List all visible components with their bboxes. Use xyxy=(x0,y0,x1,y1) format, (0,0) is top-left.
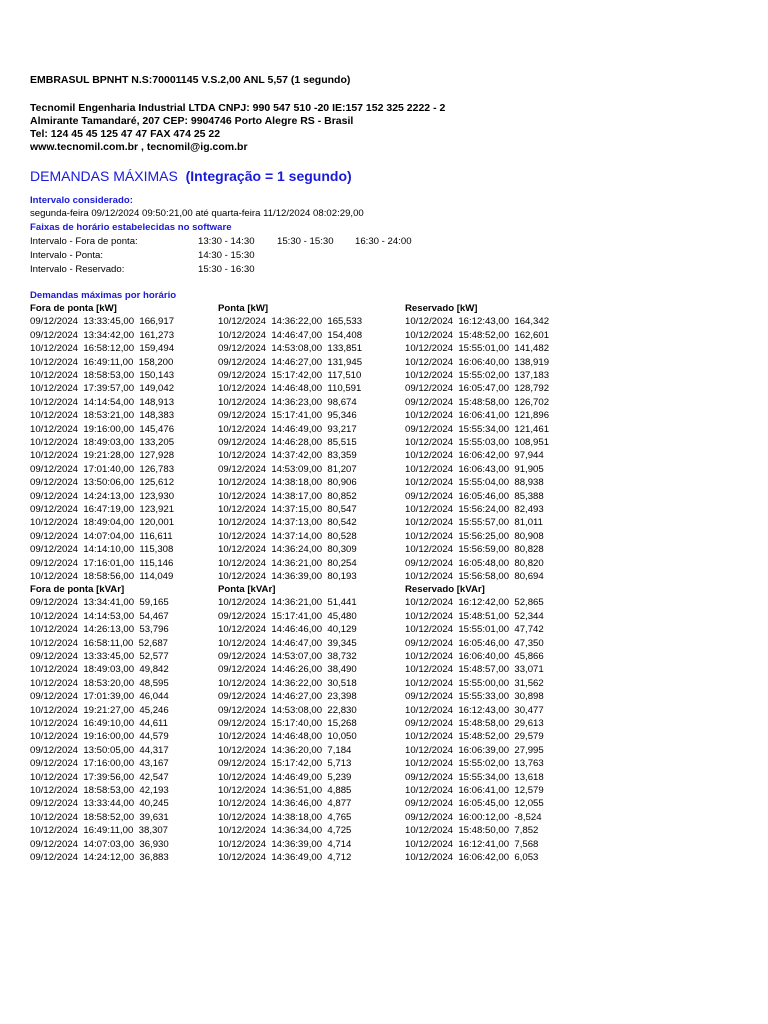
kw-table-row xyxy=(0,383,768,396)
range-v1: 14:30 - 15:30 xyxy=(198,250,255,261)
kvar-cell: 09/12/2024 13:33:44,00 40,245 xyxy=(30,798,169,810)
kw-table-row xyxy=(0,571,768,584)
kw-cell: 09/12/2024 13:34:42,00 161,273 xyxy=(30,329,175,341)
kvar-cell: 10/12/2024 16:06:39,00 27,995 xyxy=(405,744,544,756)
kvar-table-row xyxy=(0,718,768,731)
kw-cell: 10/12/2024 14:46:49,00 93,217 xyxy=(218,423,357,435)
kvar-cell: 10/12/2024 15:48:52,00 29,579 xyxy=(405,731,544,743)
kvar-table-row xyxy=(0,852,768,865)
kvar-cell: 10/12/2024 14:36:22,00 30,518 xyxy=(218,677,357,689)
kvar-cell: 10/12/2024 14:36:39,00 4,714 xyxy=(218,838,352,850)
range-name: Intervalo - Ponta: xyxy=(30,250,104,261)
demand-title: Demandas máximas por horário xyxy=(30,290,177,301)
range-row xyxy=(0,236,768,249)
kw-cell: 09/12/2024 15:48:58,00 126,702 xyxy=(405,396,550,408)
kvar-table-row xyxy=(0,839,768,852)
company-web: www.tecnomil.com.br , tecnomil@ig.com.br xyxy=(30,141,248,153)
page-title xyxy=(30,168,352,184)
company-address: Almirante Tamandaré, 207 CEP: 9904746 Porto Alegre RS - Brasil xyxy=(30,115,354,127)
kw-table-row xyxy=(0,558,768,571)
kw-cell: 09/12/2024 14:46:28,00 85,515 xyxy=(218,437,357,448)
kw-cell: 10/12/2024 14:36:24,00 80,309 xyxy=(218,544,357,556)
kw-table-row xyxy=(0,330,768,343)
kw-cell: 10/12/2024 16:06:42,00 97,944 xyxy=(405,450,544,462)
interval-label: Intervalo considerado: xyxy=(30,195,133,206)
kw-cell: 10/12/2024 16:49:11,00 158,200 xyxy=(30,356,174,368)
kvar-table-row xyxy=(0,825,768,838)
range-row xyxy=(0,264,768,277)
kw-table-row xyxy=(0,370,768,383)
kvar-cell: 09/12/2024 14:53:08,00 22,830 xyxy=(218,704,357,716)
kvar-table-row xyxy=(0,745,768,758)
kw-cell: 09/12/2024 14:53:08,00 133,851 xyxy=(218,343,363,355)
kvar-cell: 10/12/2024 18:53:20,00 48,595 xyxy=(30,677,169,689)
kw-column-header: Fora de ponta [kW] xyxy=(30,303,117,314)
kw-cell: 10/12/2024 15:48:52,00 162,601 xyxy=(405,329,550,341)
kw-table-row xyxy=(0,437,768,450)
kvar-cell: 09/12/2024 17:16:00,00 43,167 xyxy=(30,758,169,770)
kw-cell: 10/12/2024 18:58:56,00 114,049 xyxy=(30,571,174,582)
kw-cell: 10/12/2024 15:56:24,00 82,493 xyxy=(405,504,544,515)
kvar-table-row xyxy=(0,772,768,785)
kw-table-row xyxy=(0,517,768,530)
kw-cell: 09/12/2024 17:16:01,00 115,146 xyxy=(30,557,174,569)
kvar-cell: 09/12/2024 16:05:46,00 47,350 xyxy=(405,637,544,649)
kw-cell: 10/12/2024 15:55:57,00 81,011 xyxy=(405,517,543,529)
kvar-cell: 09/12/2024 15:17:40,00 15,268 xyxy=(218,718,357,729)
kvar-table-row xyxy=(0,691,768,704)
kvar-cell: 10/12/2024 14:46:48,00 10,050 xyxy=(218,731,357,743)
kvar-table-row xyxy=(0,597,768,610)
kw-cell: 10/12/2024 14:36:21,00 80,254 xyxy=(218,557,357,569)
kw-cell: 10/12/2024 14:14:54,00 148,913 xyxy=(30,396,175,408)
kvar-cell: 10/12/2024 15:55:02,00 13,763 xyxy=(405,758,544,770)
kw-cell: 09/12/2024 16:05:46,00 85,388 xyxy=(405,490,544,502)
kw-cell: 10/12/2024 15:56:25,00 80,908 xyxy=(405,530,544,542)
kvar-table-row xyxy=(0,705,768,718)
kw-table-row xyxy=(0,491,768,504)
company-info: Tecnomil Engenharia Industrial LTDA CNPJ: 990 547 510 -20 IE:157 152 325 2222 - 2 xyxy=(30,102,446,114)
kvar-cell: 09/12/2024 16:00:12,00 -8,524 xyxy=(405,811,542,823)
kw-cell: 09/12/2024 13:50:06,00 125,612 xyxy=(30,477,175,489)
kw-cell: 09/12/2024 14:24:13,00 123,930 xyxy=(30,490,175,502)
kw-cell: 10/12/2024 18:53:21,00 148,383 xyxy=(30,410,175,422)
kvar-cell: 10/12/2024 19:16:00,00 44,579 xyxy=(30,731,169,743)
kvar-cell: 09/12/2024 16:05:45,00 12,055 xyxy=(405,798,544,810)
kvar-cell: 10/12/2024 19:21:27,00 45,246 xyxy=(30,704,169,716)
kw-column-header: Reservado [kW] xyxy=(405,303,478,314)
kvar-cell: 10/12/2024 15:48:50,00 7,852 xyxy=(405,825,539,837)
kw-cell: 10/12/2024 14:46:47,00 154,408 xyxy=(218,329,363,341)
kvar-cell: 10/12/2024 16:49:10,00 44,611 xyxy=(30,718,168,729)
kvar-cell: 10/12/2024 16:12:43,00 30,477 xyxy=(405,704,544,716)
kvar-cell: 10/12/2024 14:46:49,00 5,239 xyxy=(218,771,352,783)
kvar-table-row xyxy=(0,664,768,677)
kw-table-row xyxy=(0,450,768,463)
kw-cell: 09/12/2024 16:05:48,00 80,820 xyxy=(405,557,544,569)
kvar-column-header: Ponta [kVAr] xyxy=(218,584,276,595)
kvar-cell: 10/12/2024 14:36:34,00 4,725 xyxy=(218,825,352,837)
kvar-cell: 10/12/2024 16:06:41,00 12,579 xyxy=(405,785,544,796)
kw-cell: 10/12/2024 15:56:59,00 80,828 xyxy=(405,544,544,556)
company-phone: Tel: 124 45 45 125 47 47 FAX 474 25 22 xyxy=(30,128,221,140)
kw-cell: 10/12/2024 15:55:01,00 141,482 xyxy=(405,343,550,355)
interval-value: segunda-feira 09/12/2024 09:50:21,00 até quarta-feira 11/12/2024 08:02:29,00 xyxy=(30,208,364,219)
kvar-cell: 10/12/2024 14:38:18,00 4,765 xyxy=(218,811,352,823)
kw-cell: 10/12/2024 14:46:48,00 110,591 xyxy=(218,383,362,395)
kvar-cell: 09/12/2024 15:48:58,00 29,613 xyxy=(405,718,544,729)
kw-cell: 09/12/2024 17:01:40,00 126,783 xyxy=(30,463,175,475)
kvar-cell: 10/12/2024 14:46:46,00 40,129 xyxy=(218,624,357,636)
kw-column-header: Ponta [kW] xyxy=(218,303,269,314)
kw-cell: 09/12/2024 16:05:47,00 128,792 xyxy=(405,383,550,395)
ranges-label: Faixas de horário estabelecidas no software xyxy=(30,222,232,233)
kw-cell: 10/12/2024 14:37:13,00 80,542 xyxy=(218,517,357,529)
kvar-cell: 09/12/2024 13:33:45,00 52,577 xyxy=(30,651,169,662)
kvar-cell: 10/12/2024 15:55:01,00 47,742 xyxy=(405,624,544,636)
kvar-cell: 10/12/2024 14:14:53,00 54,467 xyxy=(30,610,169,622)
kvar-cell: 10/12/2024 14:36:49,00 4,712 xyxy=(218,852,352,863)
kvar-cell: 09/12/2024 15:17:41,00 45,480 xyxy=(218,610,357,622)
kvar-cell: 10/12/2024 16:06:40,00 45,866 xyxy=(405,651,544,662)
kw-header-row xyxy=(0,303,768,316)
kw-cell: 10/12/2024 14:37:15,00 80,547 xyxy=(218,504,357,515)
kw-cell: 10/12/2024 15:55:02,00 137,183 xyxy=(405,370,550,381)
kvar-column-header: Reservado [kVAr] xyxy=(405,584,485,595)
kw-cell: 10/12/2024 18:58:53,00 150,143 xyxy=(30,370,175,381)
device-info: EMBRASUL BPNHT N.S:70001145 V.S.2,00 ANL 5,57 (1 segundo) xyxy=(30,74,351,86)
kw-cell: 10/12/2024 18:49:04,00 120,001 xyxy=(30,517,175,529)
kvar-cell: 10/12/2024 16:12:41,00 7,568 xyxy=(405,838,539,850)
kvar-table-row xyxy=(0,651,768,664)
kvar-cell: 10/12/2024 14:36:20,00 7,184 xyxy=(218,744,352,756)
kw-cell: 09/12/2024 15:55:34,00 121,461 xyxy=(405,423,550,435)
kvar-cell: 10/12/2024 16:49:11,00 38,307 xyxy=(30,825,168,837)
kvar-table-row xyxy=(0,624,768,637)
range-v1: 15:30 - 16:30 xyxy=(198,264,255,275)
kw-cell: 10/12/2024 14:37:42,00 83,359 xyxy=(218,450,357,462)
kw-cell: 10/12/2024 14:36:23,00 98,674 xyxy=(218,396,357,408)
kvar-table-row xyxy=(0,758,768,771)
kw-cell: 10/12/2024 14:36:22,00 165,533 xyxy=(218,316,363,328)
range-v3: 16:30 - 24:00 xyxy=(355,236,412,247)
kw-table-row xyxy=(0,424,768,437)
kw-cell: 10/12/2024 15:56:58,00 80,694 xyxy=(405,571,544,582)
kvar-cell: 09/12/2024 15:55:34,00 13,618 xyxy=(405,771,544,783)
kw-table-row xyxy=(0,531,768,544)
kw-cell: 10/12/2024 14:36:39,00 80,193 xyxy=(218,571,357,582)
kw-cell: 10/12/2024 16:06:40,00 138,919 xyxy=(405,356,550,368)
kw-cell: 10/12/2024 16:58:12,00 159,494 xyxy=(30,343,175,355)
kw-cell: 09/12/2024 16:47:19,00 123,921 xyxy=(30,504,175,515)
range-row xyxy=(0,250,768,263)
kw-table-row xyxy=(0,544,768,557)
kvar-cell: 10/12/2024 16:06:42,00 6,053 xyxy=(405,852,539,863)
kvar-table-row xyxy=(0,638,768,651)
kvar-cell: 10/12/2024 16:12:42,00 52,865 xyxy=(405,597,544,609)
title-main: DEMANDAS MÁXIMAS xyxy=(30,168,178,184)
kw-table-row xyxy=(0,504,768,517)
range-name: Intervalo - Reservado: xyxy=(30,264,125,275)
kvar-cell: 10/12/2024 16:58:11,00 52,687 xyxy=(30,637,168,649)
kvar-cell: 09/12/2024 14:53:07,00 38,732 xyxy=(218,651,357,662)
kvar-cell: 10/12/2024 15:48:57,00 33,071 xyxy=(405,664,544,676)
kw-cell: 10/12/2024 16:06:41,00 121,896 xyxy=(405,410,550,422)
range-name: Intervalo - Fora de ponta: xyxy=(30,236,138,247)
kw-cell: 09/12/2024 14:14:10,00 115,308 xyxy=(30,544,174,556)
kw-cell: 10/12/2024 14:38:18,00 80,906 xyxy=(218,477,357,489)
kw-cell: 10/12/2024 14:38:17,00 80,852 xyxy=(218,490,357,502)
kvar-table-row xyxy=(0,611,768,624)
kvar-cell: 10/12/2024 14:36:21,00 51,441 xyxy=(218,597,357,609)
kw-cell: 09/12/2024 15:17:41,00 95,346 xyxy=(218,410,357,422)
kvar-column-header: Fora de ponta [kVAr] xyxy=(30,584,125,595)
kw-cell: 09/12/2024 15:17:42,00 117,510 xyxy=(218,370,362,381)
kvar-cell: 10/12/2024 15:48:51,00 52,344 xyxy=(405,610,544,622)
kvar-cell: 10/12/2024 18:58:53,00 42,193 xyxy=(30,785,169,796)
kvar-cell: 09/12/2024 17:01:39,00 46,044 xyxy=(30,691,169,703)
kvar-cell: 09/12/2024 14:07:03,00 36,930 xyxy=(30,838,169,850)
kw-cell: 10/12/2024 16:06:43,00 91,905 xyxy=(405,463,544,475)
kvar-cell: 09/12/2024 14:46:26,00 38,490 xyxy=(218,664,357,676)
kw-table-row xyxy=(0,316,768,329)
kvar-cell: 10/12/2024 14:36:51,00 4,885 xyxy=(218,785,352,796)
kvar-cell: 09/12/2024 15:17:42,00 5,713 xyxy=(218,758,352,770)
kvar-table-row xyxy=(0,678,768,691)
kw-table-row xyxy=(0,357,768,370)
kw-cell: 09/12/2024 14:46:27,00 131,945 xyxy=(218,356,363,368)
kw-cell: 09/12/2024 14:53:09,00 81,207 xyxy=(218,463,357,475)
kvar-cell: 10/12/2024 18:58:52,00 39,631 xyxy=(30,811,169,823)
kw-table-row xyxy=(0,397,768,410)
kw-table-row xyxy=(0,343,768,356)
kvar-cell: 10/12/2024 14:36:46,00 4,877 xyxy=(218,798,352,810)
kvar-cell: 10/12/2024 14:46:47,00 39,345 xyxy=(218,637,357,649)
title-sub: (Integração = 1 segundo) xyxy=(185,168,352,184)
kvar-cell: 10/12/2024 15:55:00,00 31,562 xyxy=(405,677,544,689)
kvar-cell: 09/12/2024 14:46:27,00 23,398 xyxy=(218,691,357,703)
kw-cell: 10/12/2024 14:37:14,00 80,528 xyxy=(218,530,357,542)
kvar-cell: 10/12/2024 14:26:13,00 53,796 xyxy=(30,624,169,636)
kw-table-row xyxy=(0,477,768,490)
kvar-cell: 09/12/2024 14:24:12,00 36,883 xyxy=(30,852,169,863)
kvar-cell: 10/12/2024 18:49:03,00 49,842 xyxy=(30,664,169,676)
kw-cell: 10/12/2024 18:49:03,00 133,205 xyxy=(30,437,175,448)
kvar-cell: 09/12/2024 13:50:05,00 44,317 xyxy=(30,744,169,756)
kw-cell: 10/12/2024 19:16:00,00 145,476 xyxy=(30,423,175,435)
kw-cell: 09/12/2024 14:07:04,00 116,611 xyxy=(30,530,173,542)
kw-cell: 10/12/2024 19:21:28,00 127,928 xyxy=(30,450,175,462)
kw-table-row xyxy=(0,410,768,423)
kw-cell: 10/12/2024 15:55:03,00 108,951 xyxy=(405,437,550,448)
range-v2: 15:30 - 15:30 xyxy=(277,236,334,247)
kvar-cell: 09/12/2024 13:34:41,00 59,165 xyxy=(30,597,169,609)
kvar-table-row xyxy=(0,798,768,811)
kw-cell: 10/12/2024 15:55:04,00 88,938 xyxy=(405,477,544,489)
kvar-table-row xyxy=(0,731,768,744)
kw-table-row xyxy=(0,464,768,477)
kw-cell: 10/12/2024 17:39:57,00 149,042 xyxy=(30,383,175,395)
kvar-table-row xyxy=(0,785,768,798)
kvar-header-row xyxy=(0,584,768,597)
kvar-table-row xyxy=(0,812,768,825)
kvar-cell: 09/12/2024 15:55:33,00 30,898 xyxy=(405,691,544,703)
kvar-cell: 10/12/2024 17:39:56,00 42,547 xyxy=(30,771,169,783)
kw-cell: 10/12/2024 16:12:43,00 164,342 xyxy=(405,316,550,328)
range-v1: 13:30 - 14:30 xyxy=(198,236,255,247)
kw-cell: 09/12/2024 13:33:45,00 166,917 xyxy=(30,316,175,328)
